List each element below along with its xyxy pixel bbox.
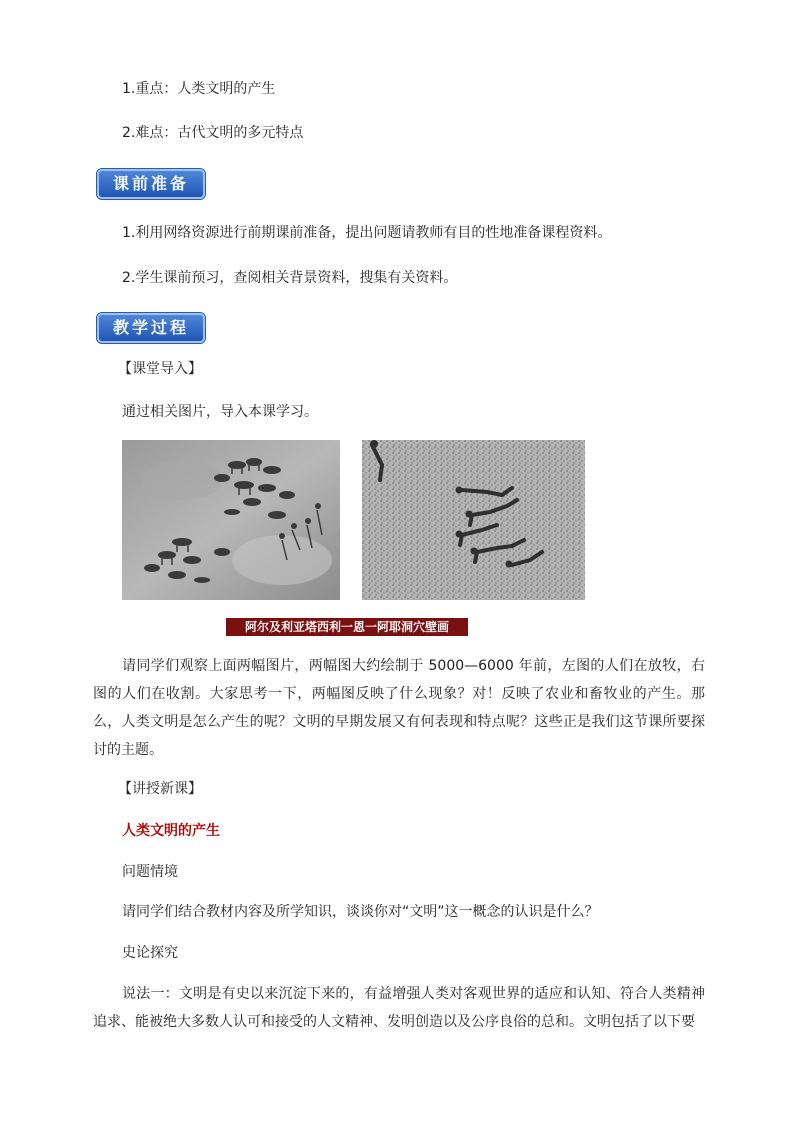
prep-item-1: 1.利用网络资源进行前期课前准备，提出问题请教师有目的性地准备课程资料。 [122, 225, 612, 241]
new-lesson-heading: 【讲授新课】 [118, 781, 202, 797]
key-point-1: 1.重点：人类文明的产生 [122, 81, 276, 97]
process-section-badge: 教学过程 [97, 313, 205, 343]
inquiry-label: 史论探究 [122, 945, 178, 961]
intro-heading: 【课堂导入】 [118, 361, 202, 377]
view-one-paragraph: 说法一：文明是有史以来沉淀下来的，有益增强人类对客观世界的适应和认知、符合人类精神追求、能被绝大多数人认可和接受的人文精神、发明创造以及公序良俗的总和。文明包括了以下要 [93, 986, 705, 1030]
intro-text: 通过相关图片，导入本课学习。 [122, 404, 318, 420]
cave-painting-harvest-image [362, 440, 585, 600]
image-caption: 阿尔及利亚塔西利一恩一阿耶洞穴壁画 [226, 618, 468, 636]
situation-label: 问题情境 [122, 864, 178, 880]
discussion-paragraph: 请同学们观察上面两幅图片，两幅图大约绘制于 5000—6000 年前，左图的人们在放牧，右图的人们在收割。大家思考一下，两幅图反映了什么现象？对！反映了农业和畜牧业的产生。那么，人类文明是怎么产生的呢？文明的早期发展又有何表现和特点呢？这些正是我们这节课所要探讨的主题。 [93, 658, 705, 758]
prep-section-badge: 课前准备 [97, 169, 205, 199]
section-title: 人类文明的产生 [122, 823, 220, 839]
key-point-2: 2.难点：古代文明的多元特点 [122, 125, 304, 141]
cave-painting-herding-image [122, 440, 340, 600]
question-text: 请同学们结合教材内容及所学知识，谈谈你对“文明”这一概念的认识是什么？ [122, 904, 599, 920]
prep-item-2: 2.学生课前预习，查阅相关背景资料，搜集有关资料。 [122, 270, 458, 286]
